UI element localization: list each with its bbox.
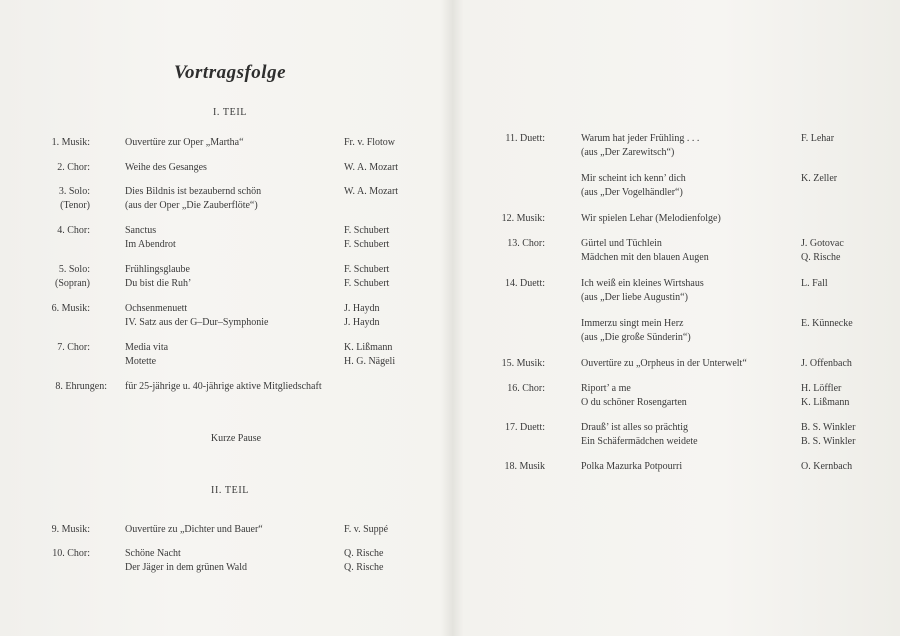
item-composer: F. Schubert F. Schubert	[344, 264, 390, 289]
item-piece: Ich weiß ein kleines Wirtshaus (aus „Der liebe Augustin“)	[581, 278, 704, 303]
item-number: 16. Chor:	[507, 383, 545, 394]
item-composer: F. Schubert F. Schubert	[344, 225, 390, 250]
item-composer: W. A. Mozart	[344, 162, 399, 173]
right-page	[460, 0, 900, 636]
item-number: 14. Duett:	[505, 278, 545, 289]
item-piece: Ouvertüre zu „Dichter und Bauer“	[125, 524, 263, 535]
item-piece: Sanctus Im Abendrot	[125, 225, 176, 250]
item-piece: Warum hat jeder Frühling . . . (aus „Der Zarewitsch“)	[581, 133, 700, 158]
item-number: 11. Duett:	[505, 133, 545, 144]
item-composer: K. Zeller	[801, 173, 838, 184]
item-composer: J. Offenbach	[801, 358, 852, 369]
item-composer: J. Gotovac Q. Rische	[801, 238, 844, 263]
item-piece: Ouvertüre zu „Orpheus in der Unterwelt“	[581, 358, 747, 369]
item-composer: B. S. Winkler B. S. Winkler	[801, 422, 856, 447]
item-number: 7. Chor:	[57, 342, 90, 353]
item-composer: W. A. Mozart	[344, 186, 399, 197]
item-piece: Mir scheint ich kenn’ dich (aus „Der Vogelhändler“)	[581, 173, 686, 198]
program-title: Vortragsfolge	[173, 62, 287, 83]
item-composer: H. Löffler K. Lißmann	[801, 383, 850, 408]
item-composer: J. Haydn J. Haydn	[344, 303, 380, 328]
item-number: 13. Chor:	[507, 238, 545, 249]
item-composer: E. Künnecke	[801, 318, 853, 329]
item-number: 8. Ehrungen:	[55, 381, 107, 392]
item-composer: F. v. Suppé	[344, 524, 389, 535]
part-one-heading: I. TEIL	[212, 107, 247, 118]
item-number: 1. Musik:	[51, 137, 90, 148]
item-composer: O. Kernbach	[801, 461, 853, 472]
item-number: 3. Solo: (Tenor)	[58, 186, 90, 211]
item-piece: Polka Mazurka Potpourri	[581, 461, 683, 472]
item-piece: Schöne Nacht Der Jäger in dem grünen Wald	[125, 548, 248, 573]
item-composer: Q. Rische Q. Rische	[344, 548, 384, 573]
item-piece: Frühlingsglaube Du bist die Ruh’	[125, 264, 192, 289]
intermission-label: Kurze Pause	[210, 433, 262, 444]
item-piece: Drauß’ ist alles so prächtig Ein Schäfermädchen weidete	[581, 422, 698, 447]
item-number: 2. Chor:	[57, 162, 90, 173]
item-number: 10. Chor:	[52, 548, 90, 559]
item-piece: für 25-jährige u. 40-jährige aktive Mitgliedschaft	[125, 381, 322, 392]
item-number: 9. Musik:	[51, 524, 90, 535]
item-piece: Ochsenmenuett IV. Satz aus der G–Dur–Symphonie	[125, 303, 269, 328]
item-number: 12. Musik:	[501, 213, 545, 224]
item-number: 18. Musik	[504, 461, 545, 472]
part-two-heading: II. TEIL	[211, 485, 249, 496]
item-number: 15. Musik:	[501, 358, 545, 369]
item-piece: Wir spielen Lehar (Melodienfolge)	[581, 213, 721, 224]
item-piece: Ouvertüre zur Oper „Martha“	[125, 137, 244, 148]
item-number: 4. Chor:	[57, 225, 90, 236]
item-number: 17. Duett:	[505, 422, 545, 433]
item-composer: L. Fall	[801, 278, 828, 289]
item-piece: Riport’ a me O du schöner Rosengarten	[581, 383, 687, 408]
item-piece: Media vita Motette	[125, 342, 169, 367]
item-piece: Dies Bildnis ist bezaubernd schön (aus der Oper „Die Zauberflöte“)	[125, 186, 262, 211]
item-composer: K. Lißmann H. G. Nägeli	[344, 342, 396, 367]
item-composer: Fr. v. Flotow	[344, 137, 396, 148]
item-piece: Gürtel und Tüchlein Mädchen mit den blauen Augen	[581, 238, 709, 263]
item-piece: Immerzu singt mein Herz (aus „Die große Sünderin“)	[581, 318, 691, 343]
item-number: 6. Musik:	[51, 303, 90, 314]
item-number: 5. Solo: (Sopran)	[55, 264, 90, 289]
item-composer: F. Lehar	[801, 133, 835, 144]
item-piece: Weihe des Gesanges	[125, 162, 207, 173]
